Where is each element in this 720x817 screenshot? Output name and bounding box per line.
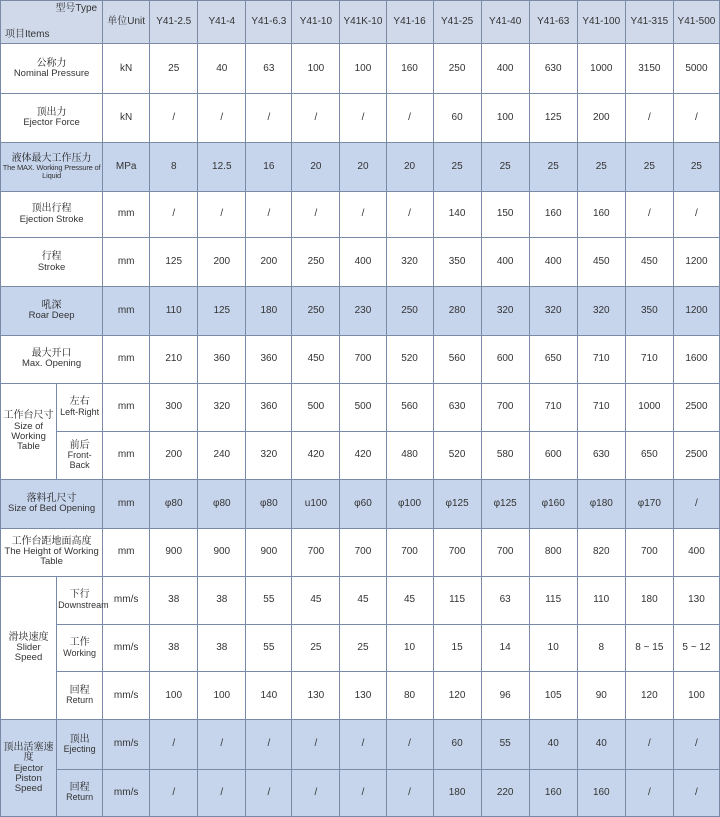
value-cell: 650 (625, 432, 673, 480)
sub-item-en: Downstream (58, 599, 109, 610)
value-cell: 8 ~ 15 (625, 625, 673, 672)
value-cell: 700 (340, 528, 386, 576)
value-cell: 40 (577, 720, 625, 769)
value-cell: 250 (433, 44, 481, 94)
unit-cell: mm (103, 238, 150, 287)
sub-item-cn: 回程 (69, 684, 90, 696)
item-label-cn: 滑块速度 (8, 631, 49, 643)
row-ejection-stroke (1, 191, 720, 237)
row-ejector-force (1, 94, 720, 142)
value-cell: 100 (340, 44, 386, 94)
model-header: Y41-25 (433, 1, 481, 44)
value-cell: 105 (529, 672, 577, 720)
item-label-cn: 顶出行程 (31, 203, 72, 215)
sub-item-en: Working (63, 647, 97, 658)
sub-item-cell (57, 576, 109, 624)
unit-cell: mm (103, 287, 150, 335)
sub-item-cell (57, 672, 103, 720)
row-table-front-back (1, 432, 720, 480)
row-nominal-pressure (1, 44, 720, 94)
item-label-en: Stroke (37, 261, 66, 273)
sub-item-en: Return (66, 792, 94, 803)
value-cell: 38 (198, 576, 246, 624)
value-cell: 100 (481, 94, 529, 142)
value-cell: 14 (481, 625, 529, 672)
value-cell: 12.5 (198, 142, 246, 191)
value-cell: 3150 (625, 44, 673, 94)
value-cell: 900 (246, 528, 292, 576)
value-cell: 700 (625, 528, 673, 576)
items-label: 项目Items (5, 28, 50, 40)
value-cell: 80 (386, 672, 433, 720)
value-cell: φ80 (246, 480, 292, 528)
value-cell: 520 (433, 432, 481, 480)
item-label-cn: 公称力 (36, 57, 67, 69)
value-cell: 55 (481, 720, 529, 769)
row-table-left-right (1, 383, 720, 431)
sub-item-cell (57, 720, 103, 769)
item-label-en: Nominal Pressure (13, 68, 90, 80)
model-header: Y41-16 (386, 1, 433, 44)
value-cell: 10 (529, 625, 577, 672)
row-max-opening (1, 335, 720, 383)
value-cell: 25 (292, 625, 340, 672)
sub-item-cn: 左右 (69, 396, 90, 408)
unit-cell: mm/s (103, 769, 150, 816)
value-cell: 250 (386, 287, 433, 335)
value-cell: 320 (481, 287, 529, 335)
value-cell: 480 (386, 432, 433, 480)
value-cell: 710 (529, 383, 577, 431)
value-cell: 700 (386, 528, 433, 576)
sub-item-en: Front-Back (67, 450, 92, 470)
value-cell: 220 (481, 769, 529, 816)
value-cell: 400 (481, 44, 529, 94)
sub-item-en: Ejecting (63, 744, 96, 755)
value-cell: 900 (198, 528, 246, 576)
value-cell: 320 (198, 383, 246, 431)
value-cell: 600 (529, 432, 577, 480)
value-cell: u100 (292, 480, 340, 528)
model-header: Y41-100 (577, 1, 625, 44)
value-cell: 630 (529, 44, 577, 94)
item-label-cell (1, 720, 57, 817)
value-cell: 350 (433, 238, 481, 287)
sub-item-cell (57, 383, 103, 431)
value-cell: 320 (577, 287, 625, 335)
model-header: Y41-2.5 (150, 1, 198, 44)
unit-cell: mm (103, 383, 150, 431)
value-cell: 130 (673, 576, 719, 624)
value-cell: 420 (292, 432, 340, 480)
item-label-cn: 液体最大工作压力 (11, 152, 92, 164)
value-cell: 360 (246, 383, 292, 431)
value-cell: 900 (150, 528, 198, 576)
value-cell: / (386, 94, 433, 142)
value-cell: / (292, 94, 340, 142)
item-label-en: Size of Bed Opening (7, 503, 96, 515)
item-label-cn: 顶出活塞速度 (3, 741, 54, 764)
value-cell: φ80 (198, 480, 246, 528)
value-cell: 420 (340, 432, 386, 480)
value-cell: 150 (481, 191, 529, 237)
row-bed-opening (1, 480, 720, 528)
unit-cell: mm (103, 432, 150, 480)
value-cell: 2500 (673, 383, 719, 431)
sub-item-cell (57, 625, 103, 672)
value-cell: 360 (246, 335, 292, 383)
value-cell: 200 (246, 238, 292, 287)
value-cell: 250 (292, 238, 340, 287)
value-cell: 710 (577, 335, 625, 383)
item-label-cn: 最大开口 (31, 347, 72, 359)
value-cell: / (673, 769, 719, 816)
value-cell: / (292, 191, 340, 237)
sub-item-en: Return (66, 695, 94, 706)
item-label-cell (1, 142, 103, 191)
value-cell: 1200 (673, 238, 719, 287)
value-cell: 200 (577, 94, 625, 142)
row-roar-deep (1, 287, 720, 335)
value-cell: / (625, 191, 673, 237)
value-cell: 8 (150, 142, 198, 191)
value-cell: 110 (150, 287, 198, 335)
row-max-liquid-pressure (1, 142, 720, 191)
value-cell: 2500 (673, 432, 719, 480)
model-header: Y41-500 (673, 1, 719, 44)
value-cell: φ180 (577, 480, 625, 528)
value-cell: / (625, 94, 673, 142)
item-label-en: Size of Working Table (11, 420, 46, 452)
value-cell: 520 (386, 335, 433, 383)
value-cell: 125 (529, 94, 577, 142)
value-cell: 55 (246, 625, 292, 672)
value-cell: 120 (625, 672, 673, 720)
value-cell: 630 (577, 432, 625, 480)
value-cell: 580 (481, 432, 529, 480)
value-cell: 100 (198, 672, 246, 720)
value-cell: 700 (433, 528, 481, 576)
model-header: Y41K-10 (340, 1, 386, 44)
unit-cell: mm/s (103, 625, 150, 672)
value-cell: 120 (433, 672, 481, 720)
value-cell: 200 (198, 238, 246, 287)
row-stroke (1, 238, 720, 287)
header-corner-cell (1, 1, 103, 44)
value-cell: 710 (577, 383, 625, 431)
item-label-en: Ejection Stroke (19, 213, 84, 225)
value-cell: / (386, 720, 433, 769)
sub-item-cn: 回程 (69, 781, 90, 793)
value-cell: 230 (340, 287, 386, 335)
item-label-cn: 落料孔尺寸 (26, 492, 77, 504)
value-cell: 5 ~ 12 (673, 625, 719, 672)
value-cell: 25 (150, 44, 198, 94)
value-cell: 25 (577, 142, 625, 191)
value-cell: 630 (433, 383, 481, 431)
model-header: Y41-40 (481, 1, 529, 44)
item-label-cell (1, 238, 103, 287)
value-cell: 400 (481, 238, 529, 287)
value-cell: / (340, 769, 386, 816)
value-cell: 400 (673, 528, 719, 576)
value-cell: 160 (529, 191, 577, 237)
model-header: Y41-315 (625, 1, 673, 44)
sub-item-cn: 顶出 (69, 733, 90, 745)
row-table-height (1, 528, 720, 576)
item-label-en: Ejector Force (23, 117, 80, 129)
value-cell: 350 (625, 287, 673, 335)
value-cell: / (625, 769, 673, 816)
value-cell: 140 (246, 672, 292, 720)
value-cell: / (150, 769, 198, 816)
value-cell: 25 (625, 142, 673, 191)
unit-cell: mm (103, 480, 150, 528)
item-label-cell (1, 383, 57, 479)
unit-cell: mm (103, 335, 150, 383)
value-cell: 600 (481, 335, 529, 383)
row-piston-ejecting (1, 720, 720, 769)
value-cell: / (198, 720, 246, 769)
item-label-cell (1, 576, 57, 720)
value-cell: / (150, 191, 198, 237)
value-cell: 280 (433, 287, 481, 335)
value-cell: 400 (340, 238, 386, 287)
value-cell: 10 (386, 625, 433, 672)
value-cell: 96 (481, 672, 529, 720)
unit-cell: mm (103, 528, 150, 576)
item-label-en: Max. Opening (21, 358, 82, 370)
sub-item-cn: 前后 (69, 439, 90, 451)
sub-item-en: Left-Right (60, 406, 100, 417)
value-cell: φ60 (340, 480, 386, 528)
value-cell: 38 (150, 625, 198, 672)
value-cell: / (340, 720, 386, 769)
value-cell: 560 (433, 335, 481, 383)
unit-cell: mm/s (103, 576, 150, 624)
value-cell: 1000 (625, 383, 673, 431)
value-cell: 500 (292, 383, 340, 431)
value-cell: 110 (577, 576, 625, 624)
item-label-cn: 吼深 (41, 299, 62, 311)
value-cell: 450 (625, 238, 673, 287)
item-label-en: The Height of Working Table (4, 546, 99, 568)
value-cell: 700 (292, 528, 340, 576)
value-cell: / (673, 480, 719, 528)
type-label: 型号Type (55, 3, 98, 14)
value-cell: 15 (433, 625, 481, 672)
value-cell: φ125 (481, 480, 529, 528)
value-cell: 8 (577, 625, 625, 672)
value-cell: 160 (577, 769, 625, 816)
value-cell: / (246, 94, 292, 142)
unit-cell: mm (103, 191, 150, 237)
value-cell: 710 (625, 335, 673, 383)
header-row (1, 1, 720, 44)
value-cell: / (386, 769, 433, 816)
value-cell: 125 (150, 238, 198, 287)
value-cell: 45 (292, 576, 340, 624)
item-label-cell (1, 528, 103, 576)
unit-cell: kN (103, 44, 150, 94)
value-cell: 180 (246, 287, 292, 335)
item-label-cn: 工作台尺寸 (3, 410, 54, 422)
value-cell: 320 (529, 287, 577, 335)
model-header: Y41-10 (292, 1, 340, 44)
value-cell: 300 (150, 383, 198, 431)
value-cell: 130 (340, 672, 386, 720)
value-cell: / (246, 720, 292, 769)
unit-header: 单位Unit (103, 1, 150, 44)
item-label-cell (1, 335, 103, 383)
item-label-en: The MAX. Working Pressure of Liquid (2, 163, 101, 181)
value-cell: 210 (150, 335, 198, 383)
item-label-cn: 顶出力 (36, 106, 67, 118)
item-label-cell (1, 287, 103, 335)
value-cell: / (340, 94, 386, 142)
value-cell: 1200 (673, 287, 719, 335)
row-slider-downstream (1, 576, 720, 624)
value-cell: 400 (529, 238, 577, 287)
item-label-cn: 工作台距地面高度 (11, 535, 92, 547)
value-cell: 55 (246, 576, 292, 624)
value-cell: 25 (433, 142, 481, 191)
value-cell: / (292, 769, 340, 816)
item-label-en: Roar Deep (28, 310, 75, 322)
value-cell: φ100 (386, 480, 433, 528)
value-cell: 40 (198, 44, 246, 94)
value-cell: 180 (433, 769, 481, 816)
value-cell: 320 (386, 238, 433, 287)
unit-cell: kN (103, 94, 150, 142)
value-cell: 90 (577, 672, 625, 720)
row-slider-return (1, 672, 720, 720)
value-cell: / (198, 769, 246, 816)
value-cell: 250 (292, 287, 340, 335)
value-cell: / (246, 769, 292, 816)
row-piston-return (1, 769, 720, 816)
value-cell: φ80 (150, 480, 198, 528)
value-cell: 115 (529, 576, 577, 624)
value-cell: 25 (340, 625, 386, 672)
item-label-cell (1, 44, 103, 94)
value-cell: / (340, 191, 386, 237)
value-cell: / (150, 94, 198, 142)
value-cell: 1600 (673, 335, 719, 383)
value-cell: 45 (340, 576, 386, 624)
value-cell: 140 (433, 191, 481, 237)
value-cell: 650 (529, 335, 577, 383)
value-cell: 160 (529, 769, 577, 816)
value-cell: 360 (198, 335, 246, 383)
value-cell: 45 (386, 576, 433, 624)
value-cell: 800 (529, 528, 577, 576)
item-label-cell (1, 191, 103, 237)
sub-item-cell (57, 769, 103, 816)
value-cell: 700 (481, 383, 529, 431)
sub-item-cn: 工作 (69, 637, 90, 649)
value-cell: / (625, 720, 673, 769)
value-cell: / (386, 191, 433, 237)
value-cell: 450 (292, 335, 340, 383)
value-cell: 200 (150, 432, 198, 480)
value-cell: 450 (577, 238, 625, 287)
value-cell: / (292, 720, 340, 769)
value-cell: φ125 (433, 480, 481, 528)
value-cell: φ170 (625, 480, 673, 528)
model-header: Y41-6.3 (246, 1, 292, 44)
value-cell: / (198, 191, 246, 237)
unit-cell: mm/s (103, 720, 150, 769)
value-cell: 500 (340, 383, 386, 431)
value-cell: 160 (386, 44, 433, 94)
value-cell: 20 (292, 142, 340, 191)
value-cell: 25 (529, 142, 577, 191)
value-cell: 60 (433, 94, 481, 142)
model-header: Y41-4 (198, 1, 246, 44)
value-cell: 700 (340, 335, 386, 383)
sub-item-cell (57, 432, 103, 480)
row-slider-working (1, 625, 720, 672)
value-cell: 125 (198, 287, 246, 335)
value-cell: 100 (150, 672, 198, 720)
value-cell: 1000 (577, 44, 625, 94)
value-cell: / (673, 94, 719, 142)
value-cell: 20 (340, 142, 386, 191)
value-cell: / (150, 720, 198, 769)
item-label-cell (1, 480, 103, 528)
item-label-en: Ejector Piston Speed (13, 762, 44, 794)
value-cell: 16 (246, 142, 292, 191)
value-cell: / (246, 191, 292, 237)
value-cell: 240 (198, 432, 246, 480)
value-cell: 100 (673, 672, 719, 720)
value-cell: 180 (625, 576, 673, 624)
value-cell: 5000 (673, 44, 719, 94)
model-header: Y41-63 (529, 1, 577, 44)
item-label-en: Slider Speed (14, 642, 43, 664)
value-cell: 25 (673, 142, 719, 191)
value-cell: 38 (150, 576, 198, 624)
unit-cell: mm/s (103, 672, 150, 720)
sub-item-cn: 下行 (69, 589, 90, 601)
value-cell: 130 (292, 672, 340, 720)
item-label-cell (1, 94, 103, 142)
value-cell: 38 (198, 625, 246, 672)
value-cell: 63 (481, 576, 529, 624)
item-label-cn: 行程 (41, 251, 62, 262)
value-cell: 160 (577, 191, 625, 237)
value-cell: 115 (433, 576, 481, 624)
value-cell: / (673, 720, 719, 769)
value-cell: 40 (529, 720, 577, 769)
value-cell: 20 (386, 142, 433, 191)
value-cell: / (673, 191, 719, 237)
value-cell: 25 (481, 142, 529, 191)
value-cell: 820 (577, 528, 625, 576)
value-cell: 100 (292, 44, 340, 94)
value-cell: 60 (433, 720, 481, 769)
value-cell: 320 (246, 432, 292, 480)
value-cell: 63 (246, 44, 292, 94)
value-cell: 700 (481, 528, 529, 576)
value-cell: 560 (386, 383, 433, 431)
value-cell: / (198, 94, 246, 142)
unit-cell: MPa (103, 142, 150, 191)
value-cell: φ160 (529, 480, 577, 528)
